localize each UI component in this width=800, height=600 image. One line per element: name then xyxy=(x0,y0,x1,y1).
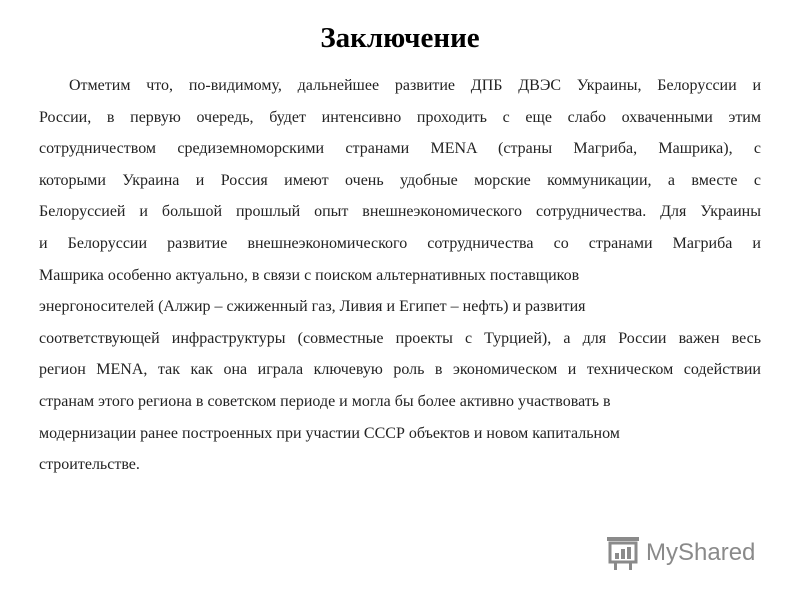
paragraph-line: Машрика особенно актуально, в связи с поиском альтернативных поставщиков xyxy=(39,266,580,284)
myshared-logo xyxy=(606,535,755,571)
paragraph-line: странам этого региона в советском периоде и могла бы более активно участвовать в xyxy=(39,392,611,410)
paragraph-line: которыми Украина и Россия имеют очень удобные морские коммуникации, а вместе с xyxy=(39,171,761,189)
paragraph-line: Отметим что, по-видимому, дальнейшее развитие ДПБ ДВЭС Украины, Белоруссии и xyxy=(69,77,761,94)
logo-text: MyShared xyxy=(646,539,756,566)
paragraph-line: сотрудничеством средиземноморскими странами MENA (страны Магриба, Машрика), с xyxy=(39,140,761,158)
paragraph-line: Белоруссией и большой прошлый опыт внешнеэкономического сотрудничества. Для Украины xyxy=(39,203,761,221)
paragraph-line: модернизации ранее построенных при участии СССР объектов и новом капитальном xyxy=(39,424,620,442)
slide-title: Заключение xyxy=(320,22,480,54)
paragraph-line: и Белоруссии развитие внешнеэкономического сотрудничества со странами Магриба и xyxy=(39,234,761,252)
paragraph-line: энергоносителей (Алжир – сжиженный газ, Ливия и Египет – нефть) и развития xyxy=(39,298,586,316)
slide-body-paragraph xyxy=(39,70,761,481)
paragraph-line: России, в первую очередь, будет интенсивно проходить с еще слабо охваченными этим xyxy=(39,108,761,126)
presentation-board-icon xyxy=(606,535,640,571)
paragraph-line: строительстве. xyxy=(39,456,140,474)
paragraph-line: регион MENA, так как она играла ключевую роль в экономическом и техническом содействии xyxy=(39,361,761,379)
paragraph-line: соответствующей инфраструктуры (совместные проекты с Турцией), а для России важен весь xyxy=(39,329,761,347)
